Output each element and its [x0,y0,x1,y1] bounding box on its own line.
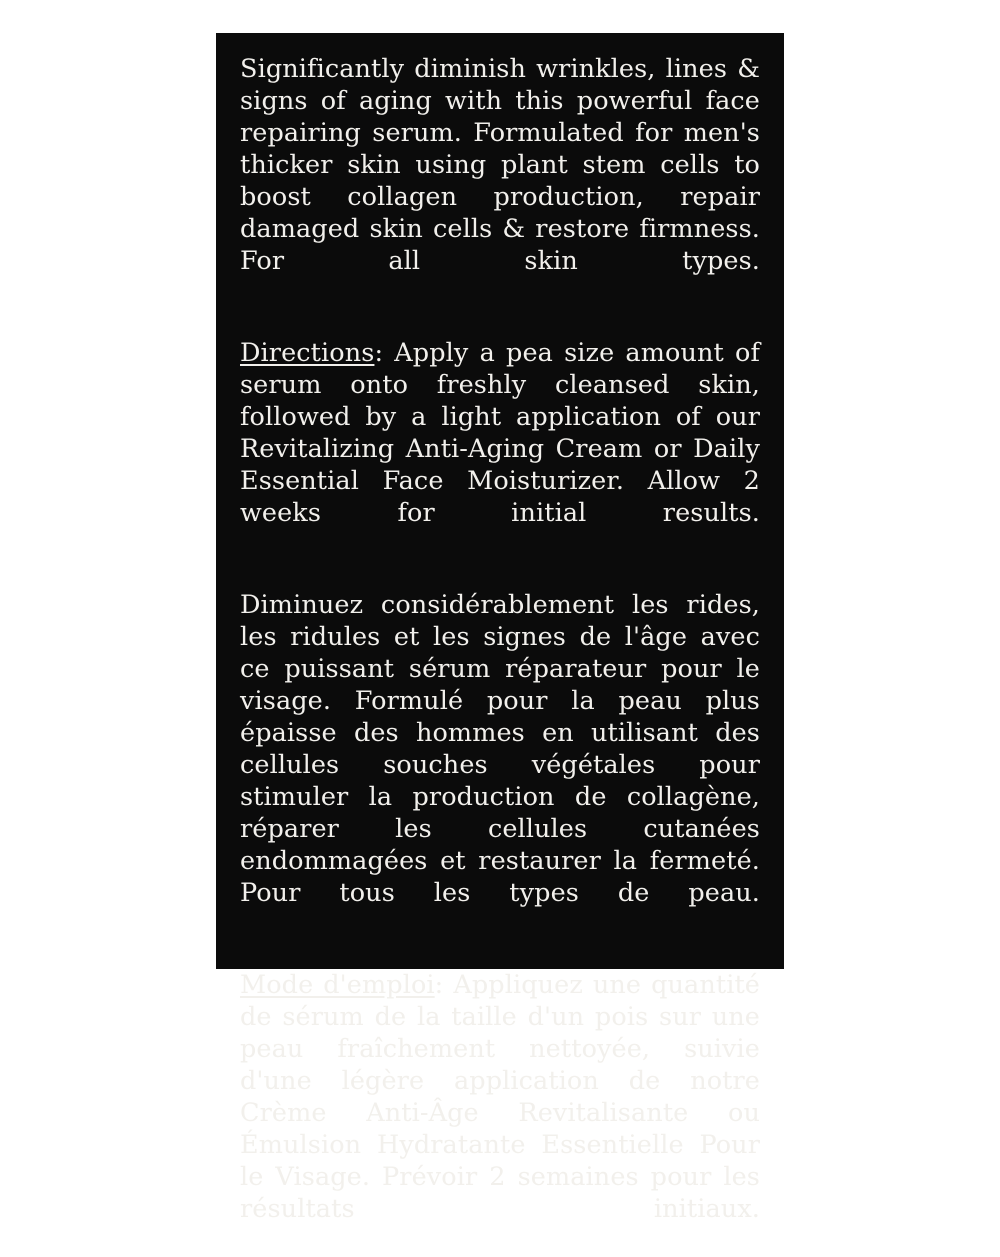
french-directions-paragraph [240,969,760,1257]
english-directions-label: Directions [240,338,375,368]
english-description-text: Significantly diminish wrinkles, lines & signs of aging with this powerful face repairing serum. Formulated for men's thicker skin using plant stem cells to boost collagen production, repair damaged skin cells & restore firmness. For all skin types. [240,54,760,276]
english-directions-paragraph [240,337,760,561]
french-directions-text: : Appliquez une quantité de sérum de la taille d'un pois sur une peau fraîchement nettoyée, suivie d'une légère application de notre Crème Anti-Âge Revitalisante ou Émulsion Hydratante Essentielle Pour le Visage. Prévoir 2 semaines pour les résultats initiaux. [240,970,760,1224]
english-description-paragraph [240,53,760,309]
french-directions-label: Mode d'emploi [240,970,435,1000]
english-directions-text: : Apply a pea size amount of serum onto freshly cleansed skin, followed by a light application of our Revitalizing Anti-Aging Cream or Daily Essential Face Moisturizer. Allow 2 weeks for initial results. [240,338,760,528]
french-description-paragraph [240,589,760,941]
french-description-text: Diminuez considérablement les rides, les ridules et les signes de l'âge avec ce puissant sérum réparateur pour le visage. Formulé pour la peau plus épaisse des hommes en utilisant des cellules souches végétales pour stimuler la production de collagène, réparer les cellules cutanées endommagées et restaurer la fermeté. Pour tous les types de peau. [240,590,760,908]
product-label-panel [216,33,784,1224]
